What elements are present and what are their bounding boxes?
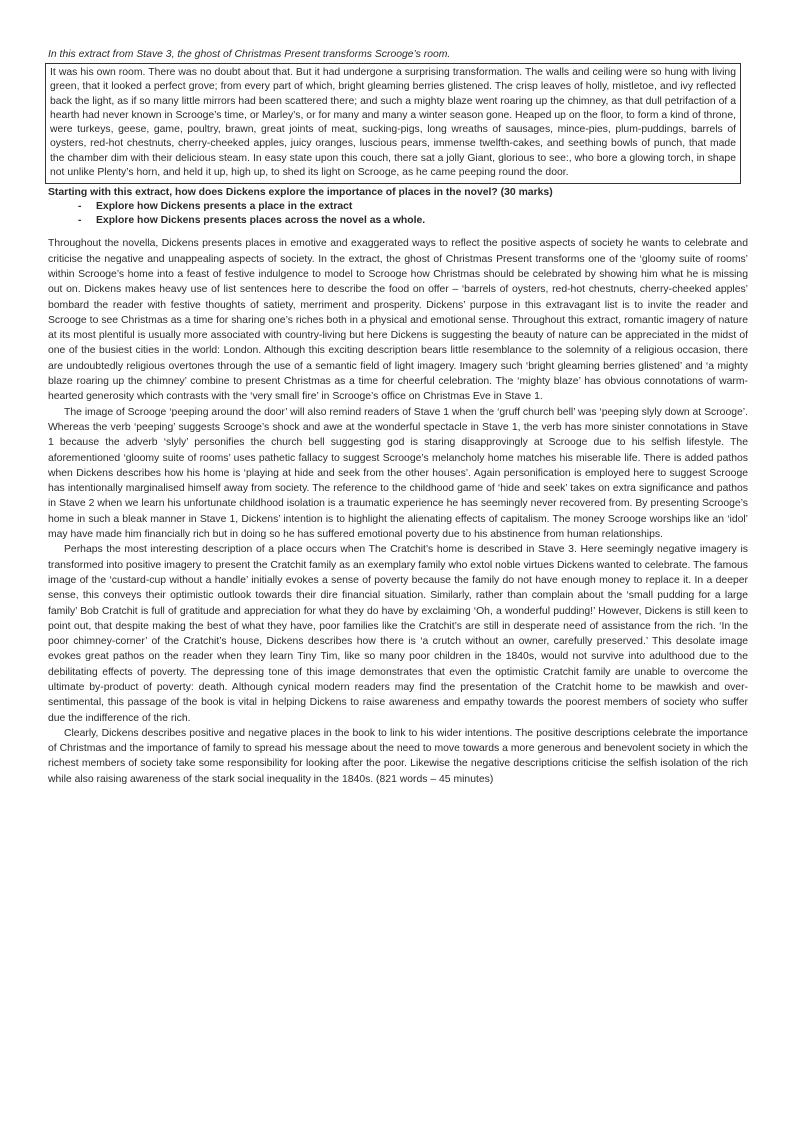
bullet-marker: -: [78, 201, 82, 213]
essay-paragraph: Throughout the novella, Dickens presents places in emotive and exaggerated ways to reflect the positive aspects of society he wants to celebrate and criticise the negative and unappealing aspects of society. In the extract, the ghost of Christmas Present transforms one of the ‘gloomy suite of rooms’ within Scrooge’s home into a feast of festive indulgence to model to Scrooge how Christmas should be celebrated by showing him what he is missing out on. Dickens makes heavy use of list sentences here to describe the food on offer – ‘barrels of oysters, red-hot chestnuts, cherry-cheeked apples’ bombard the reader with festive thoughts of satiety, merriment and prosperity. Dickens’ purpose in this extravagant list is to invite the reader and Scrooge to see Christmas as a time for sharing one’s riches both in a physical and emotional sense. Throughout this extract, romantic imagery of nature at its most plentiful is usually more associated with country-living but here Dickens is suggesting the beauty of nature can be appreciated in the midst of one of the busiest cities in the world: London. Although this exciting description bears little resemblance to the solemnity of a religious occasion, there are undoubtedly religious overtones through the use of a semantic field of light imagery. Imagery such ‘bright gleaming berries glistened’ and ‘a mighty blaze roaring up the chimney’ combine to present Christmas as a time for cheerful celebration. The ‘mighty blaze’ has obvious connotations of warm-hearted generosity which contrasts with the ‘very small fire’ in Scrooge’s office on Christmas Eve in Stave 1.: [48, 238, 748, 403]
essay-paragraph: The image of Scrooge ‘peeping around the door’ will also remind readers of Stave 1 when the ‘gruff church bell’ was ‘peeping slyly down at Scrooge’. Whereas the verb ‘peeping’ suggests Scrooge’s shock and awe at the wonderful spectacle in Stave 1, the verb has more sinister connotations in Stave 1 because the adverb ‘slyly’ personifies the church bell suggesting god is staring disapprovingly at Scrooge due to his selfish lifestyle. The aforementioned ‘gloomy suite of rooms’ uses pathetic fallacy to suggest Scrooge’s melancholy home matches his miserable life. There is added pathos when Dickens describes how his home is ‘playing at hide and seek from the other houses’. Again personification is employed here to suggest Scrooge has intentionally marginalised himself away from society. The reference to the childhood game of ‘hide and seek’ takes on extra significance and pathos in Stave 2 when we learn his unfortunate childhood isolation is a traumatic experience he has seemingly never recovered from. By presenting Scrooge’s home in such a bleak manner in Stave 1, Dickens’ intention is to highlight the alienating effects of capitalism. The money Scrooge worships like an ‘idol’ may have made him financially rich but in doing so he has suffered emotional poverty due to his abstinence from human relationships.: [48, 406, 748, 541]
question-bullets: [48, 200, 748, 228]
bullet-marker: -: [78, 215, 82, 227]
essay-paragraph: Clearly, Dickens describes positive and negative places in the book to link to his wider intentions. The positive descriptions celebrate the importance of Christmas and the importance of family to spread his message about the need to move towards a more generous and benevolent society in which the richest members of society take some responsibility for looking after the poor. Likewise the negative descriptions criticise the selfish isolation of the rich while also raising awareness of the stark social inequality in the 1840s. (821 words – 45 minutes): [48, 727, 748, 785]
extract-intro: In this extract from Stave 3, the ghost of Christmas Present transforms Scrooge’s room.: [48, 49, 451, 60]
document-page: [48, 48, 748, 787]
essay-paragraph: Perhaps the most interesting description of a place occurs when The Cratchit’s home is described in Stave 3. Here seemingly negative imagery is transformed into positive imagery to present the Cratchit family as an exemplary family who extol noble virtues Dickens wanted to celebrate. The famous image of the ‘custard-cup without a handle’ initially evokes a sense of poverty because the family do not have enough money to replace it. In a deeper sense, this conveys their optimistic outlook towards their dire financial situation. Similarly, rather than complain about the ‘small pudding for a large family’ Bob Cratchit is full of gratitude and appreciation for what they do have by exclaiming ‘Oh, a wonderful pudding!’ However, Dickens is still keen to point out, that despite making the best of what they have, poor families like the Cratchit’s are still in desperate need of assistance from the rich. ‘In the poor chimney-corner’ of the Cratchit’s house, Dickens describes how there is ‘a crutch without an owner, carefully preserved.’ This desolate image evokes great pathos on the reader when they learn Tiny Tim, like so many poor children in the 1840s, would not survive into adulthood due to the debilitating effects of poverty. The depressing tone of this image demonstrates that even the optimistic Cratchit family are unable to overcome the ultimate by-product of poverty: death. Although cynical modern readers may find the presentation of the Cratchit home to be mawkish and over-sentimental, this passage of the book is vital in helping Dickens to raise awareness and empathy towards the poorest members of society who suffer due the indifference of the rich.: [48, 544, 748, 724]
bullet-item: [78, 200, 748, 214]
bullet-text: Explore how Dickens presents a place in the extract: [96, 201, 353, 213]
bullet-item: [78, 214, 748, 228]
essay-body: [48, 236, 748, 787]
extract-box: It was his own room. There was no doubt about that. But it had undergone a surprising transformation. The walls and ceiling were so hung with living green, that it looked a perfect grove; from every part of which, bright gleaming berries glistened. The crisp leaves of holly, mistletoe, and ivy reflected back the light, as if so many little mirrors had been scattered there; and such a mighty blaze went roaring up the chimney, as that dull petrifaction of a hearth had never known in Scrooge’s time, or Marley’s, or for many and many a winter season gone. Heaped up on the floor, to form a kind of throne, were turkeys, geese, game, poultry, brawn, great joints of meat, sucking-pigs, long wreaths of sausages, mince-pies, plum-puddings, barrels of oysters, red-hot chestnuts, cherry-cheeked apples, juicy oranges, luscious pears, immense twelfth-cakes, and seething bowls of punch, that made the chamber dim with their delicious steam. In easy state upon this couch, there sat a jolly Giant, glorious to see:, who bore a glowing torch, in shape not unlike Plenty’s horn, and held it up, high up, to shed its light on Scrooge, as he came peeping round the door.: [45, 63, 741, 184]
bullet-text: Explore how Dickens presents places across the novel as a whole.: [96, 215, 426, 227]
essay-question: Starting with this extract, how does Dickens explore the importance of places in the novel? (30 marks): [48, 187, 553, 199]
